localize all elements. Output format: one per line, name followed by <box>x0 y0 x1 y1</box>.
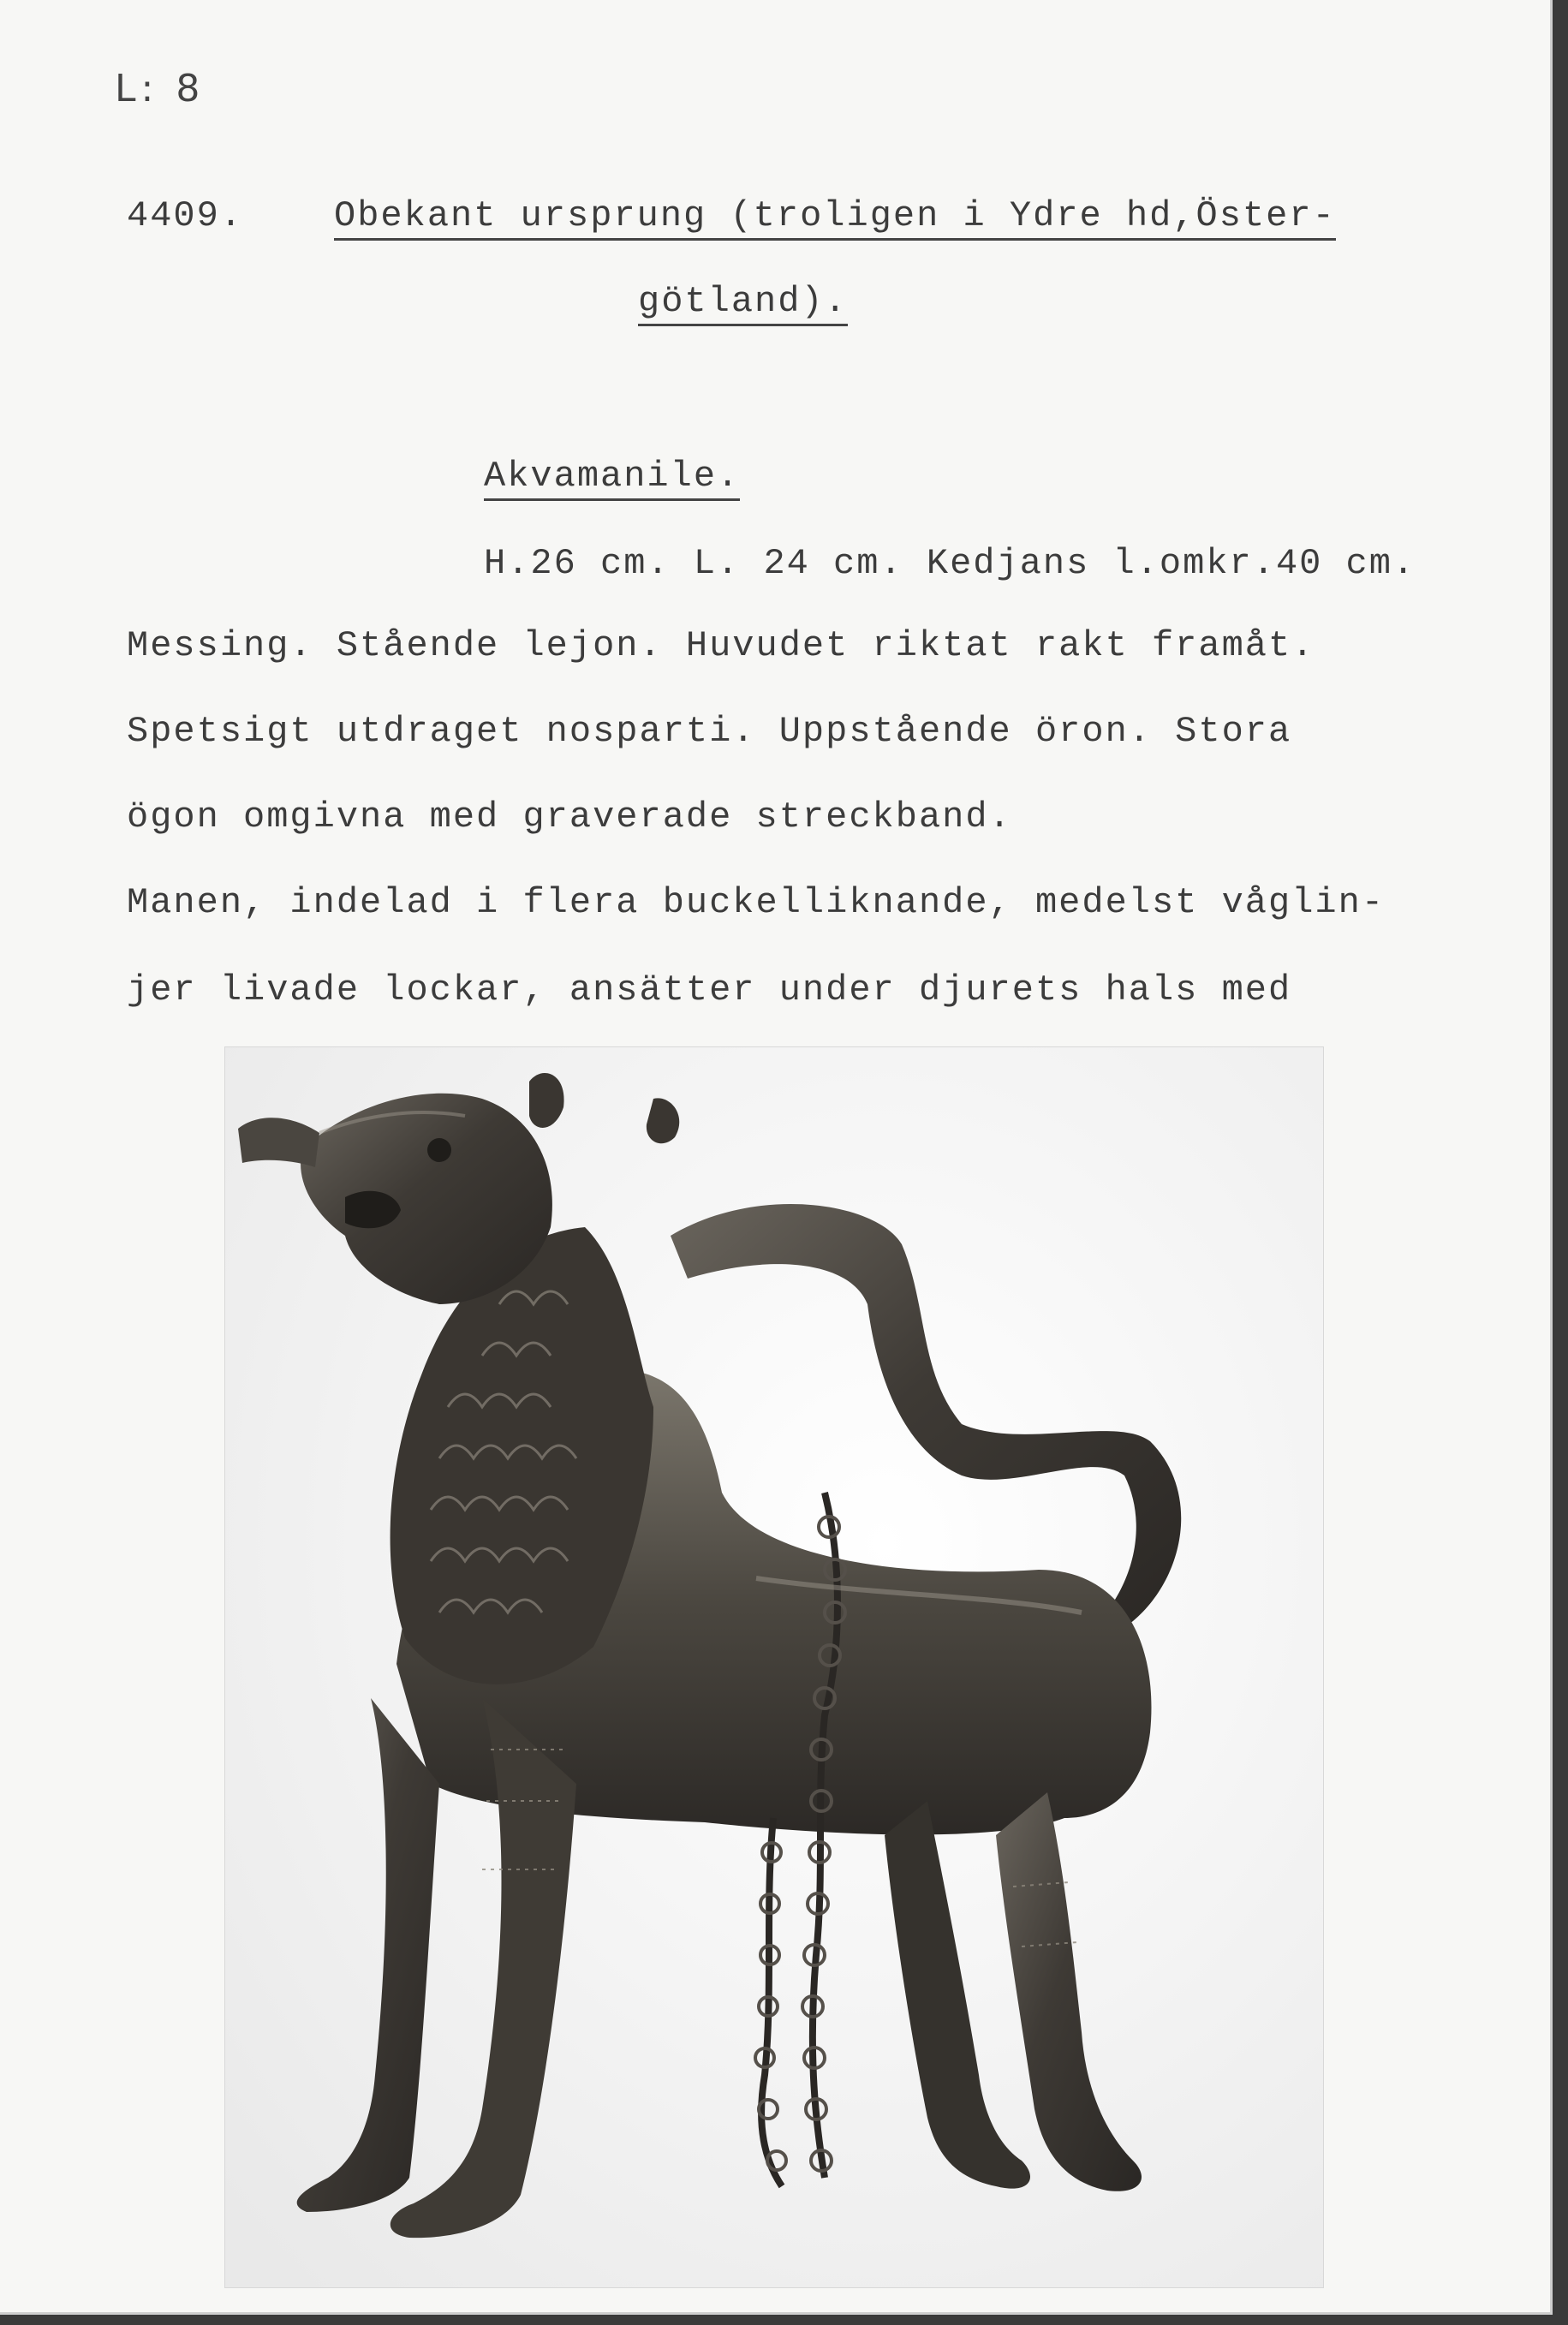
dimensions: H.26 cm. L. 24 cm. Kedjans l.omkr.40 cm. <box>484 543 1416 584</box>
description-line: Messing. Stående lejon. Huvudet riktat rakt framåt. <box>127 625 1315 666</box>
lion-aquamanile-image <box>225 1047 1323 2287</box>
card-reference: L: 8 <box>115 67 206 110</box>
origin-line-1: Obekant ursprung (troligen i Ydre hd,Öster- <box>334 195 1336 241</box>
description-line: jer livade lockar, ansätter under djurets hals med <box>127 969 1292 1010</box>
object-name: Akvamanile. <box>484 456 740 501</box>
origin-line-2: götland). <box>638 281 848 326</box>
catalog-number: 4409. <box>127 195 244 236</box>
description-line: ögon omgivna med graverade streckband. <box>127 796 1012 838</box>
description-line: Spetsigt utdraget nosparti. Uppstående öron. Stora <box>127 711 1292 752</box>
description-line: Manen, indelad i flera buckelliknande, medelst våglin- <box>127 882 1386 923</box>
aquamanile-photo <box>224 1046 1324 2288</box>
